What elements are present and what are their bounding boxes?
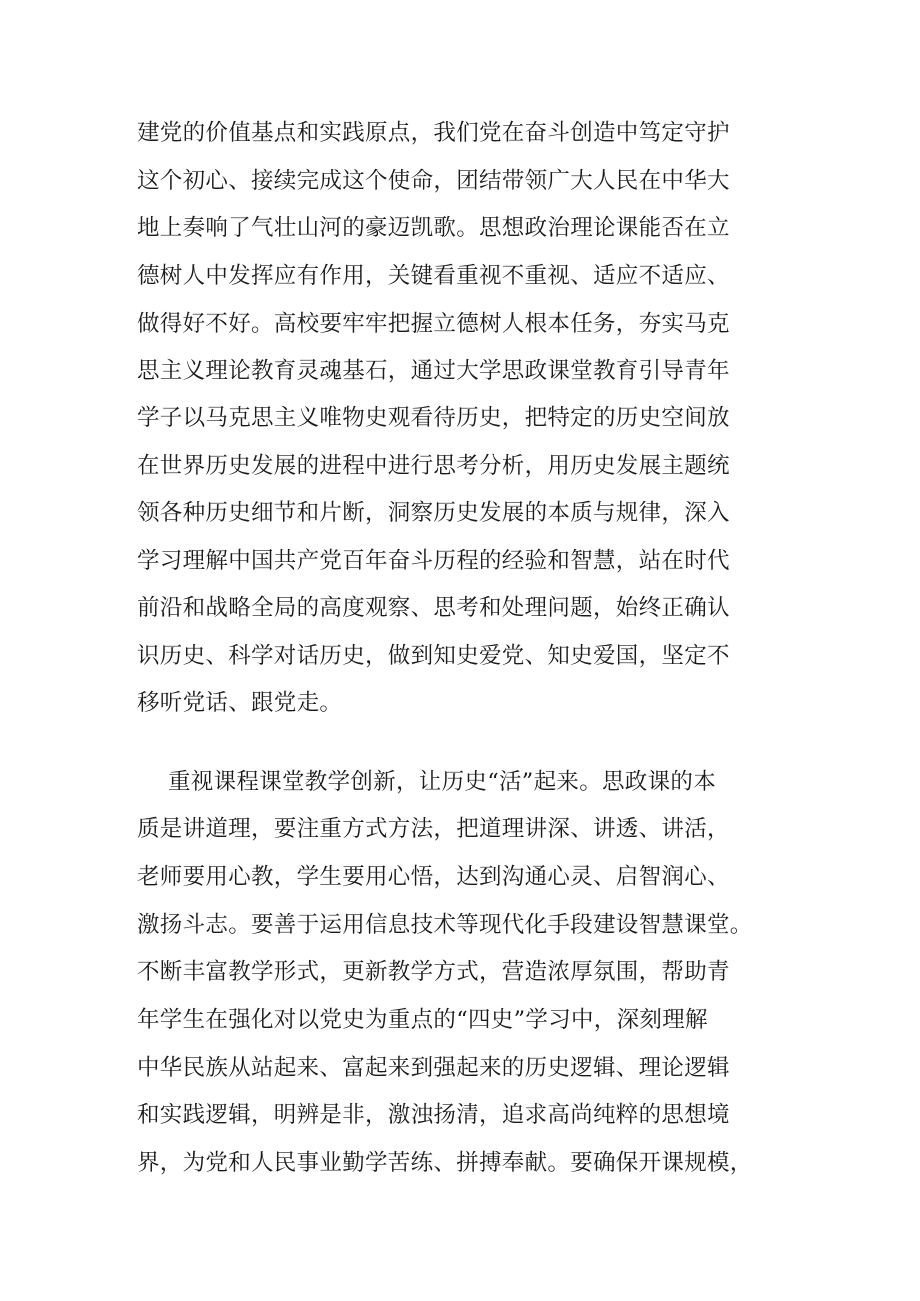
text-line: 德树人中发挥应有作用，关键看重视不重视、适应不适应、 [137,263,730,289]
text-line: 在世界历史发展的进程中进行思考分析，用历史发展主题统 [137,453,730,479]
text-line: 做得好不好。高校要牢牢把握立德树人根本任务，夯实马克 [137,311,730,337]
text-line: 年学生在强化对以党史为重点的“四史”学习中，深刻理解 [137,1007,708,1033]
text-line: 识历史、科学对话历史，做到知史爱党、知史爱国，坚定不 [137,643,730,669]
text-line: 重视课程课堂教学创新，让历史“活”起来。思政课的本 [168,769,717,795]
text-line: 学习理解中国共产党百年奋斗历程的经验和智慧，站在时代 [137,548,730,574]
text-line: 中华民族从站起来、富起来到强起来的历史逻辑、理论逻辑 [137,1055,730,1081]
text-line: 这个初心、接续完成这个使命，团结带领广大人民在中华大 [137,168,730,194]
text-line: 激扬斗志。要善于运用信息技术等现代化手段建设智慧课堂。 [137,912,753,938]
text-line: 前沿和战略全局的高度观察、思考和处理问题，始终正确认 [137,595,730,621]
text-line: 质是讲道理，要注重方式方法，把道理讲深、讲透、讲活， [137,816,730,842]
text-line: 不断丰富教学形式，更新教学方式，营造浓厚氛围，帮助青 [137,959,730,985]
text-line: 移听党话、跟党走。 [137,690,343,716]
text-line: 思主义理论教育灵魂基石，通过大学思政课堂教育引导青年 [137,358,730,384]
text-line: 和实践逻辑，明辨是非，激浊扬清，追求高尚纯粹的思想境 [137,1102,730,1128]
text-line: 界，为党和人民事业勤学苦练、拼搏奉献。要确保开课规模， [137,1150,753,1176]
text-line: 领各种历史细节和片断，洞察历史发展的本质与规律，深入 [137,500,730,526]
text-line: 老师要用心教，学生要用心悟，达到沟通心灵、启智润心、 [137,864,730,890]
text-line: 地上奏响了气壮山河的豪迈凯歌。思想政治理论课能否在立 [137,215,730,241]
text-line: 学子以马克思主义唯物史观看待历史，把特定的历史空间放 [137,405,730,431]
text-line: 建党的价值基点和实践原点，我们党在奋斗创造中笃定守护 [137,120,730,146]
